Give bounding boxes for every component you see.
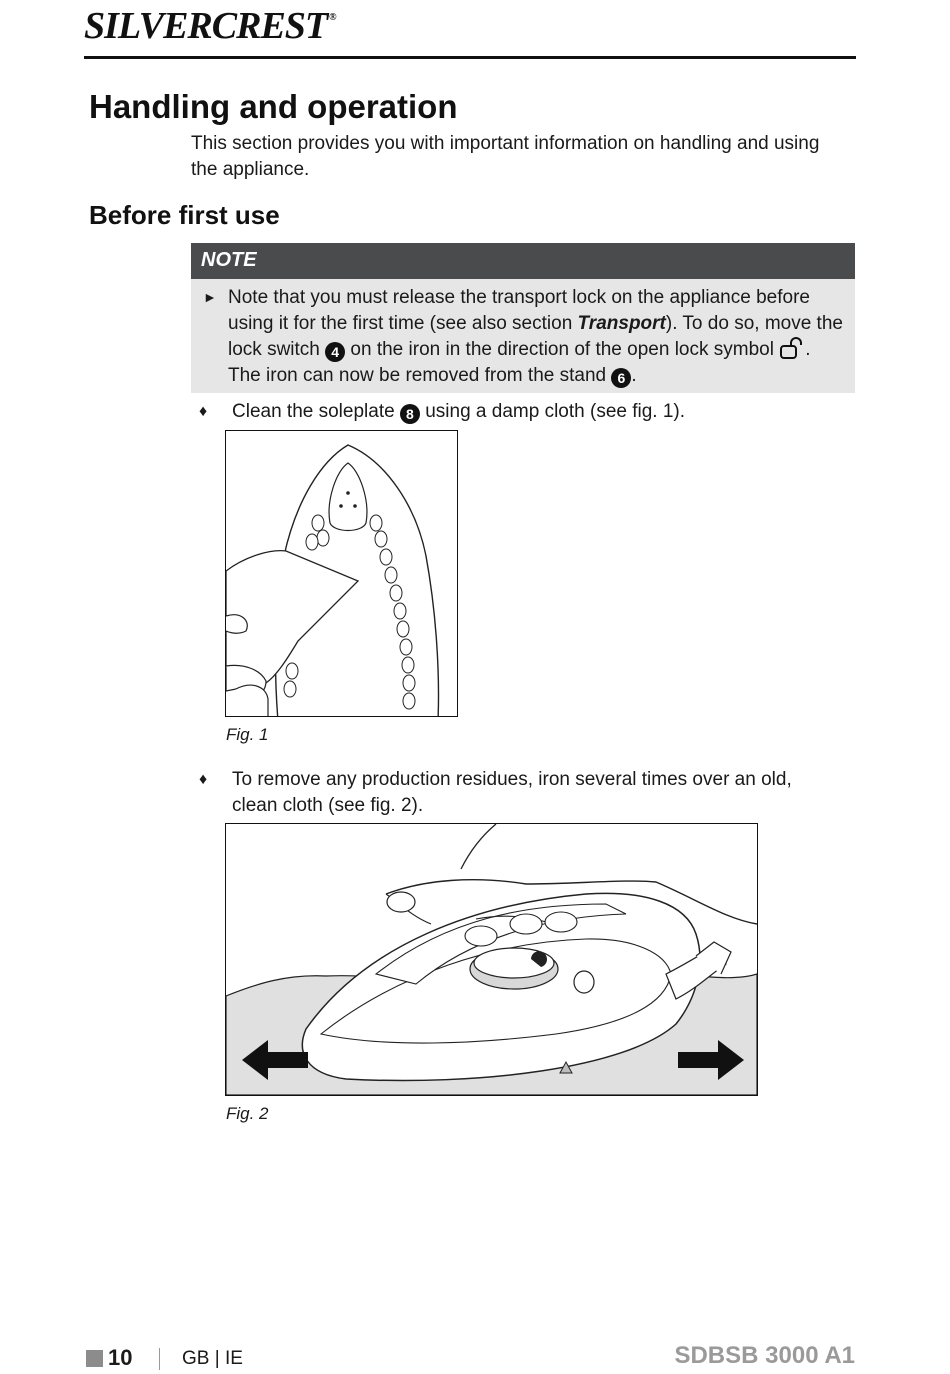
subsection-title: Before first use — [89, 200, 280, 230]
ref-stand: 6 — [611, 368, 631, 388]
diamond-icon: ♦ — [199, 403, 208, 420]
page-number: 10 — [108, 1345, 133, 1370]
figure-1-image — [225, 430, 458, 717]
diamond-icon: ♦ — [199, 771, 208, 788]
figure-1-caption: Fig. 1 — [226, 725, 269, 744]
country-codes: GB | IE — [182, 1348, 243, 1369]
figure-2-image — [225, 823, 758, 1096]
note-header — [191, 243, 855, 279]
model-number: SDBSB 3000 A1 — [674, 1342, 855, 1369]
step-clean-soleplate: ♦ Clean the soleplate 8 using a damp cloth (see fig. 1). — [199, 399, 849, 425]
section-title: Handling and operation — [89, 88, 458, 125]
open-lock-icon — [779, 337, 805, 359]
footer-square-icon — [86, 1350, 103, 1367]
ref-lock-switch: 4 — [325, 342, 345, 362]
triangle-right-icon: ► — [203, 289, 217, 305]
step-remove-residues: ♦ To remove any production residues, iron several times over an old, clean cloth (see fig. 2). — [199, 769, 792, 816]
brand-logo: SILVERCREST ® — [84, 5, 336, 47]
note-box — [191, 279, 855, 393]
header-rule — [84, 56, 856, 59]
figure-2-caption: Fig. 2 — [226, 1104, 269, 1123]
ref-soleplate: 8 — [400, 404, 420, 424]
ironing-illustration — [226, 824, 757, 1095]
footer-divider — [159, 1348, 160, 1370]
soleplate-cleaning-illustration — [226, 431, 457, 716]
section-intro: This section provides you with important information on handling and using the appliance. — [191, 133, 820, 180]
note-heading: NOTE — [201, 249, 257, 271]
note-text: Note that you must release the transport lock on the appliance before using it for the first time (see also section Transport). To do so, move the lock switch 4 on the iron in the direction of the open lock symbol . The iron can now be removed from the stand 6 . — [228, 287, 843, 386]
